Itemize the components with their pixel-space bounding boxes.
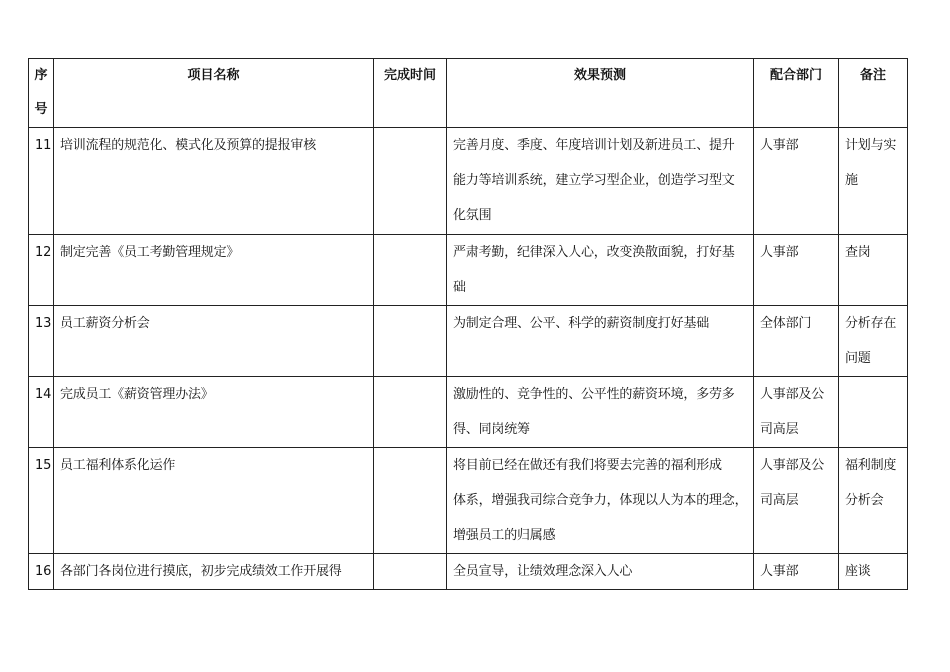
table-row: [29, 128, 908, 235]
header-completion-time: 完成时间: [374, 59, 447, 128]
table-row: [29, 554, 908, 590]
row-serial-number: 15: [29, 448, 54, 554]
header-cooperating-department: 配合部门: [754, 59, 839, 128]
row-remarks: 查岗: [839, 235, 908, 306]
row-cooperating-department: 人事部及公 司高层: [754, 448, 839, 554]
row-remarks: 分析存在 问题: [839, 306, 908, 377]
table-row: [29, 448, 908, 554]
row-serial-number: 13: [29, 306, 54, 377]
row-cooperating-department: 人事部: [754, 235, 839, 306]
row-completion-time: [374, 554, 447, 590]
row-project-name: 完成员工《薪资管理办法》: [54, 377, 374, 448]
row-cooperating-department: 全体部门: [754, 306, 839, 377]
row-remarks: 福利制度 分析会: [839, 448, 908, 554]
row-completion-time: [374, 306, 447, 377]
row-project-name: 培训流程的规范化、模式化及预算的提报审核: [54, 128, 374, 235]
row-expected-effect: 将目前已经在做还有我们将要去完善的福利形成 体系，增强我司综合竞争力，体现以人为本的理念， 增强员工的归属感: [447, 448, 754, 554]
row-completion-time: [374, 377, 447, 448]
row-cooperating-department: 人事部: [754, 554, 839, 590]
row-expected-effect: 激励性的、竞争性的、公平性的薪资环境，多劳多 得、同岗统筹: [447, 377, 754, 448]
row-completion-time: [374, 128, 447, 235]
row-cooperating-department: 人事部: [754, 128, 839, 235]
table-row: [29, 306, 908, 377]
row-serial-number: 14: [29, 377, 54, 448]
row-project-name: 员工薪资分析会: [54, 306, 374, 377]
row-expected-effect: 严肃考勤，纪律深入人心，改变涣散面貌，打好基 础: [447, 235, 754, 306]
row-serial-number: 12: [29, 235, 54, 306]
row-cooperating-department: 人事部及公 司高层: [754, 377, 839, 448]
row-project-name: 员工福利体系化运作: [54, 448, 374, 554]
header-serial-number: 序 号: [29, 59, 54, 128]
row-serial-number: 16: [29, 554, 54, 590]
row-serial-number: 11: [29, 128, 54, 235]
row-completion-time: [374, 448, 447, 554]
row-remarks: 计划与实 施: [839, 128, 908, 235]
row-expected-effect: 全员宣导，让绩效理念深入人心: [447, 554, 754, 590]
row-completion-time: [374, 235, 447, 306]
table-row: [29, 235, 908, 306]
header-remarks: 备注: [839, 59, 908, 128]
row-remarks: [839, 377, 908, 448]
row-project-name: 制定完善《员工考勤管理规定》: [54, 235, 374, 306]
row-project-name: 各部门各岗位进行摸底，初步完成绩效工作开展得: [54, 554, 374, 590]
row-remarks: 座谈: [839, 554, 908, 590]
table-row: [29, 377, 908, 448]
header-expected-effect: 效果预测: [447, 59, 754, 128]
row-expected-effect: 为制定合理、公平、科学的薪资制度打好基础: [447, 306, 754, 377]
work-plan-table: [28, 58, 908, 590]
row-expected-effect: 完善月度、季度、年度培训计划及新进员工、提升 能力等培训系统，建立学习型企业，创造学习型文 化氛围: [447, 128, 754, 235]
table-header-row: [29, 59, 908, 128]
header-project-name: 项目名称: [54, 59, 374, 128]
